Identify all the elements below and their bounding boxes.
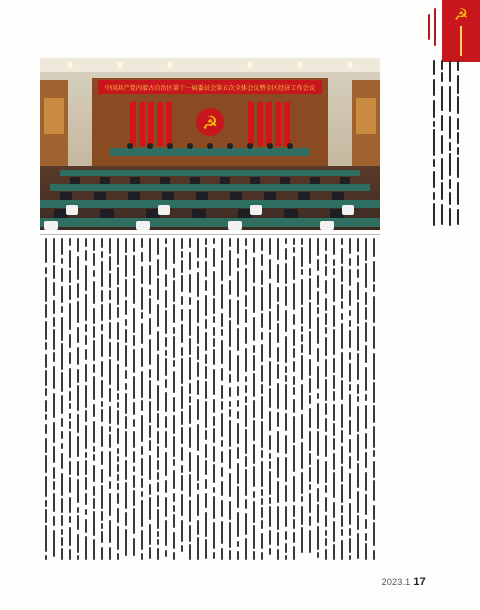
page-footer xyxy=(382,576,426,588)
text-column xyxy=(82,238,90,560)
text-column xyxy=(98,238,106,560)
text-column xyxy=(74,238,82,560)
photo-caption xyxy=(430,60,462,230)
text-column xyxy=(242,238,250,560)
svg-text:☭: ☭ xyxy=(201,113,219,134)
text-column xyxy=(330,238,338,560)
text-column xyxy=(162,238,170,560)
text-column xyxy=(130,238,138,560)
text-column xyxy=(146,238,154,560)
text-column xyxy=(322,238,330,560)
text-column xyxy=(290,238,298,560)
text-column xyxy=(178,238,186,560)
text-column xyxy=(218,238,226,560)
issue-number: 2023.1 xyxy=(381,577,411,587)
conference-photo xyxy=(40,58,380,230)
text-column xyxy=(338,238,346,560)
text-column xyxy=(362,238,370,560)
section-tab-label xyxy=(452,26,470,60)
text-column xyxy=(354,238,362,560)
text-column xyxy=(250,238,258,560)
text-column xyxy=(314,238,322,560)
text-column xyxy=(58,238,66,560)
text-column xyxy=(346,238,354,560)
text-column xyxy=(234,238,242,560)
divider xyxy=(40,234,380,235)
text-column xyxy=(430,60,438,230)
banner-title: 中国共产党内蒙古自治区第十一届委员会第五次全体会议暨全区经济工作会议 xyxy=(104,85,316,92)
text-column xyxy=(298,238,306,560)
text-column xyxy=(266,238,274,560)
text-column xyxy=(202,238,210,560)
text-column xyxy=(50,238,58,560)
text-column xyxy=(370,238,378,560)
conference-photo-image xyxy=(40,58,380,230)
text-column xyxy=(106,238,114,560)
text-column xyxy=(154,238,162,560)
article-body xyxy=(42,238,378,560)
text-column xyxy=(194,238,202,560)
text-column xyxy=(438,60,446,230)
party-emblem-icon: ☭ xyxy=(453,5,469,24)
text-column xyxy=(90,238,98,560)
page-number: 17 xyxy=(413,576,426,588)
text-column xyxy=(122,238,130,560)
text-column xyxy=(114,238,122,560)
text-column xyxy=(170,238,178,560)
text-column xyxy=(454,60,462,230)
text-column xyxy=(282,238,290,560)
section-tab xyxy=(442,0,480,62)
text-column xyxy=(258,238,266,560)
text-column xyxy=(274,238,282,560)
text-column xyxy=(66,238,74,560)
text-column xyxy=(138,238,146,560)
text-column xyxy=(306,238,314,560)
text-column xyxy=(186,238,194,560)
text-column xyxy=(226,238,234,560)
text-column xyxy=(446,60,454,230)
text-column xyxy=(42,238,50,560)
text-column xyxy=(210,238,218,560)
